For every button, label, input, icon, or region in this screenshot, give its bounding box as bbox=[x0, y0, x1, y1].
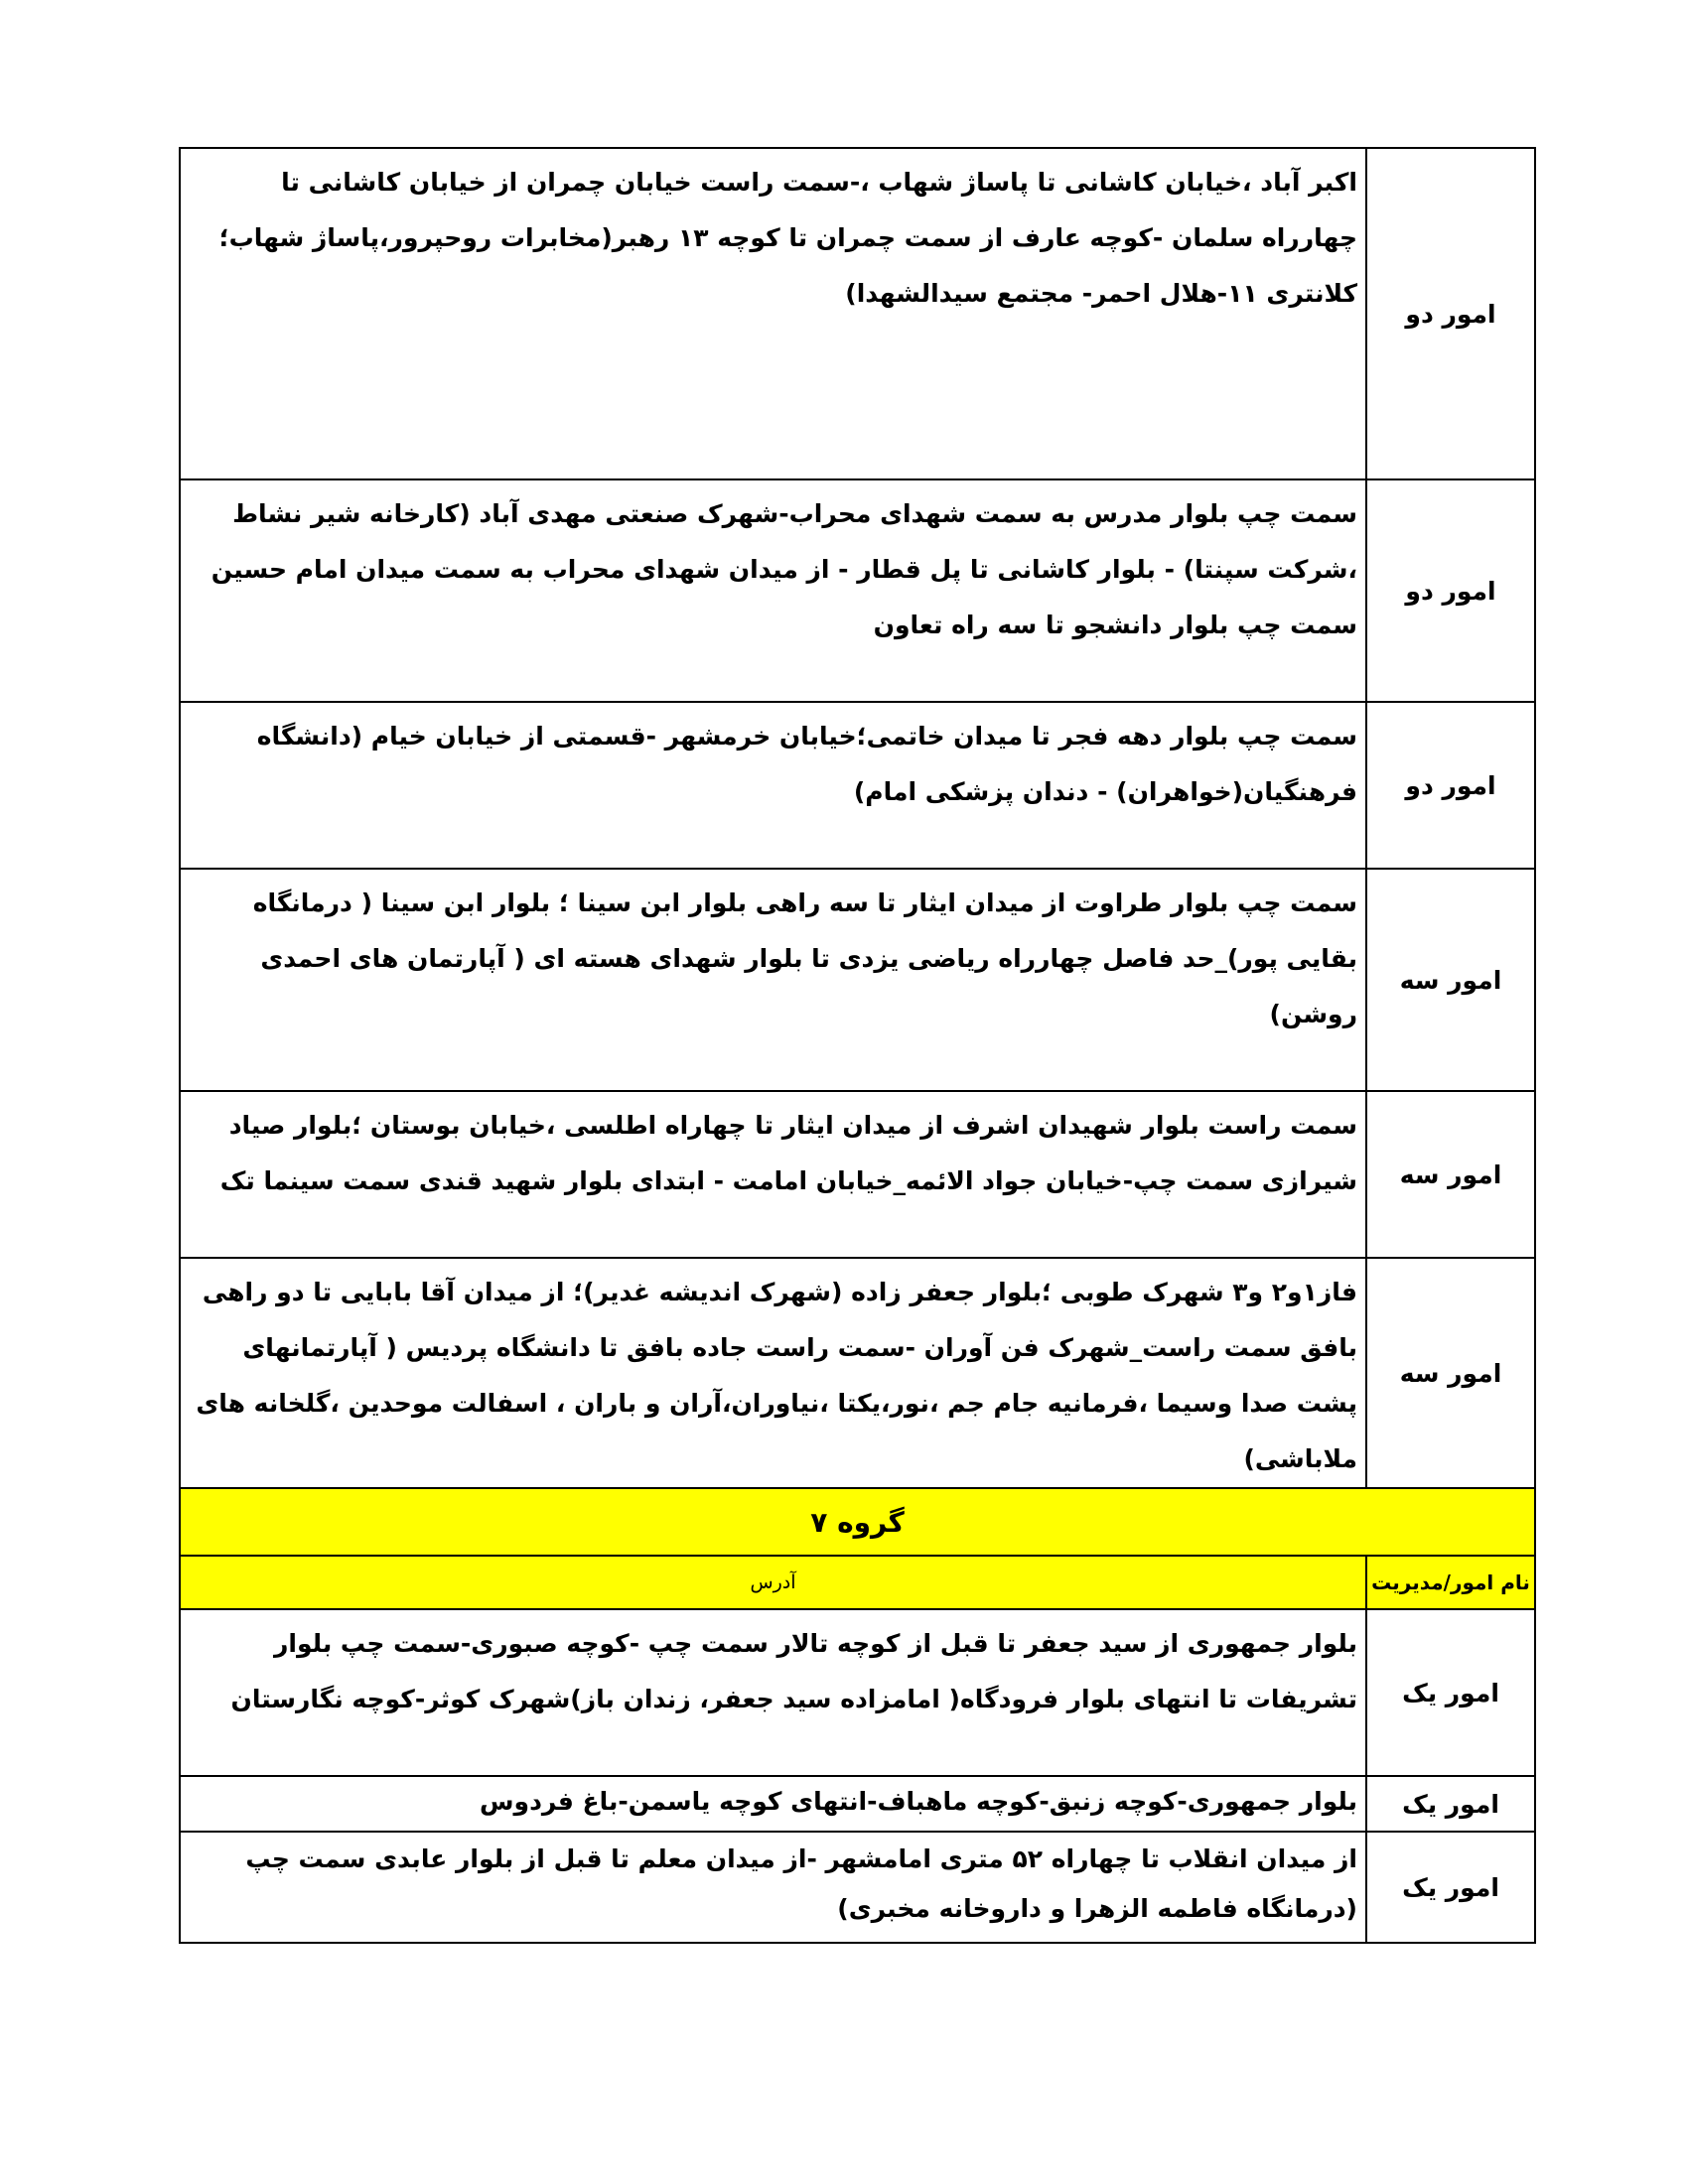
table-row bbox=[180, 702, 1535, 869]
district-name: امور دو bbox=[1366, 148, 1535, 479]
header-row bbox=[180, 1556, 1535, 1609]
address-text: فاز۱و۲ و۳ شهرک طوبی ؛بلوار جعفر زاده (شهرک اندیشه غدیر)؛ از میدان آقا بابایی تا دو راهی بافق سمت راست_شهرک فن آوران -سمت راست جاده بافق تا دانشگاه پردیس ( آپارتمانهای پشت صدا وسیما ،فرمانیه جام جم ،نور،یکتا ،نیاوران،آران و باران ، اسفالت موحدین ،گلخانه های ملاباشی) bbox=[180, 1258, 1366, 1488]
district-name: امور سه bbox=[1366, 869, 1535, 1091]
name-column-header: نام امور/مدیریت bbox=[1366, 1556, 1535, 1609]
district-name: امور یک bbox=[1366, 1776, 1535, 1832]
address-text: از میدان انقلاب تا چهاراه ۵۲ متری امامشهر -از میدان معلم تا قبل از بلوار عابدی سمت چپ (درمانگاه فاطمه الزهرا و داروخانه مخبری) bbox=[180, 1832, 1366, 1943]
table-row bbox=[180, 1609, 1535, 1776]
address-text: بلوار جمهوری-کوچه زنبق-کوچه ماهباف-انتهای کوچه یاسمن-باغ فردوس bbox=[180, 1776, 1366, 1832]
group-row bbox=[180, 1488, 1535, 1556]
district-name: امور سه bbox=[1366, 1258, 1535, 1488]
table-row bbox=[180, 1258, 1535, 1488]
district-name: امور یک bbox=[1366, 1832, 1535, 1943]
district-name: امور دو bbox=[1366, 702, 1535, 869]
address-text: بلوار جمهوری از سید جعفر تا قبل از کوچه تالار سمت چپ -کوچه صبوری-سمت چپ بلوار تشریفات تا انتهای بلوار فرودگاه( امامزاده سید جعفر، زندان باز)شهرک کوثر-کوچه نگارستان bbox=[180, 1609, 1366, 1776]
table-row bbox=[180, 479, 1535, 702]
address-table bbox=[179, 147, 1536, 1944]
table-row bbox=[180, 1091, 1535, 1258]
group-title: گروه ۷ bbox=[180, 1488, 1535, 1556]
table-row bbox=[180, 1832, 1535, 1943]
address-text: سمت چپ بلوار دهه فجر تا میدان خاتمی؛خیابان خرمشهر -قسمتی از خیابان خیام (دانشگاه فرهنگیان(خواهران) - دندان پزشکی امام) bbox=[180, 702, 1366, 869]
table-row bbox=[180, 148, 1535, 479]
address-text: سمت چپ بلوار مدرس به سمت شهدای محراب-شهرک صنعتی مهدی آباد (کارخانه شیر نشاط ،شرکت سپنتا) - بلوار کاشانی تا پل قطار - از میدان شهدای محراب به سمت میدان امام حسین سمت چپ بلوار دانشجو تا سه راه تعاون bbox=[180, 479, 1366, 702]
district-name: امور یک bbox=[1366, 1609, 1535, 1776]
district-name: امور سه bbox=[1366, 1091, 1535, 1258]
address-column-header: آدرس bbox=[180, 1556, 1366, 1609]
address-text: سمت چپ بلوار طراوت از میدان ایثار تا سه راهی بلوار ابن سینا ؛ بلوار ابن سینا ( درمانگاه بقایی پور)_حد فاصل چهارراه ریاضی یزدی تا بلوار شهدای هسته ای ( آپارتمان های احمدی روشن) bbox=[180, 869, 1366, 1091]
table-row bbox=[180, 869, 1535, 1091]
table-row bbox=[180, 1776, 1535, 1832]
address-text: اکبر آباد ،خیابان کاشانی تا پاساژ شهاب ،-سمت راست خیابان چمران از خیابان کاشانی تا چهارراه سلمان -کوچه عارف از سمت چمران تا کوچه ۱۳ رهبر(مخابرات روحپرور،پاساژ شهاب؛ کلانتری ۱۱-هلال احمر- مجتمع سیدالشهدا) bbox=[180, 148, 1366, 479]
district-name: امور دو bbox=[1366, 479, 1535, 702]
address-text: سمت راست بلوار شهیدان اشرف از میدان ایثار تا چهاراه اطلسی ،خیابان بوستان ؛بلوار صیاد شیرازی سمت چپ-خیابان جواد الائمه_خیابان امامت - ابتدای بلوار شهید قندی سمت سینما تک bbox=[180, 1091, 1366, 1258]
